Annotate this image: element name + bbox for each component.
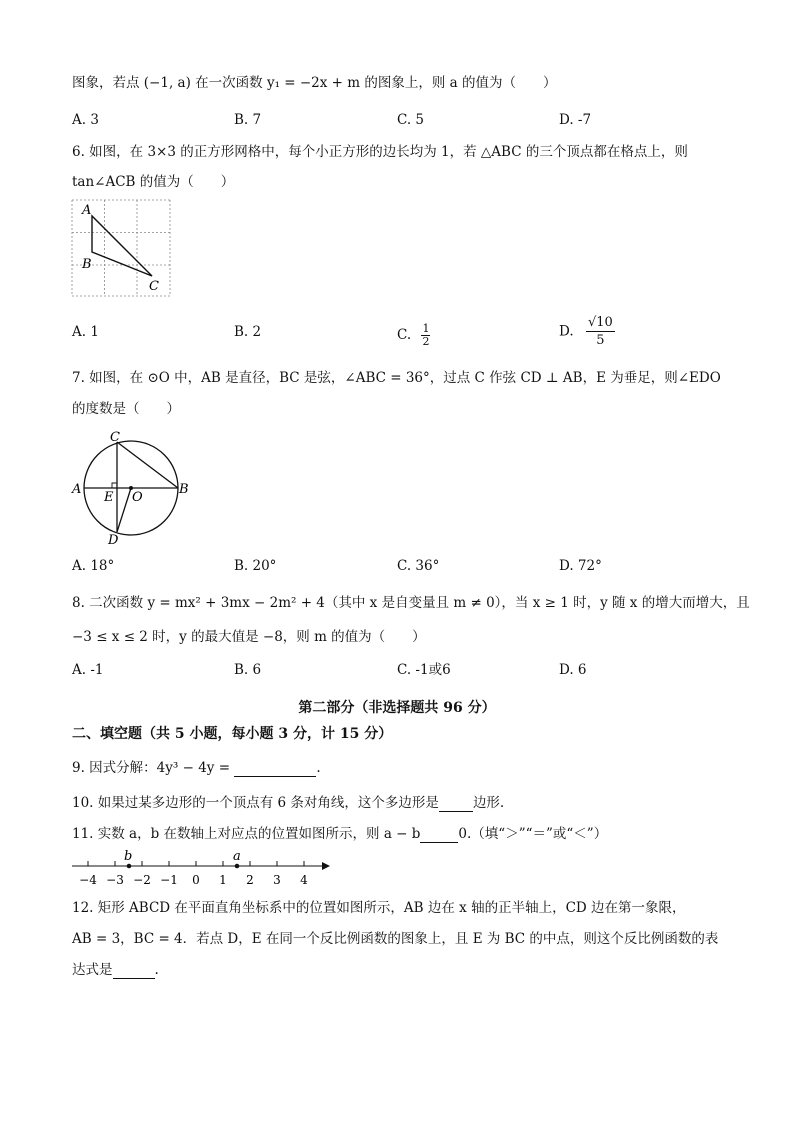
q11-label-a: a [233,849,241,864]
q10-prompt: 10. 如果过某多边形的一个顶点有 6 条对角线，这个多边形是 [72,795,439,811]
q6-grid-figure [66,196,176,300]
q11-tick-label: −4 [79,873,97,887]
q11-tick-label: 4 [300,873,308,887]
q7-option-a[interactable]: A. 18° [72,558,115,574]
q11-axis-arrow [322,862,330,870]
q6-option-a[interactable]: A. 1 [72,324,99,340]
section-fill-in-title: 二、填空题（共 5 小题，每小题 3 分，计 15 分） [72,726,393,742]
q7-text-line2: 的度数是（ ） [72,401,180,417]
q7-option-d[interactable]: D. 72° [559,558,602,574]
q6-text-line2: tan∠ACB 的值为（ ） [72,174,235,190]
q11-tick-label: 2 [246,873,254,887]
q6-option-d-denominator: 5 [596,333,605,348]
q7-circle-figure [70,426,194,546]
q12-text-line1: 12. 矩形 ABCD 在平面直角坐标系中的位置如图所示，AB 边在 x 轴的正半轴上，CD 边在第一象限， [72,900,686,916]
q10-answer-blank[interactable] [439,797,473,812]
q8-option-c[interactable]: C. -1或6 [397,662,451,678]
q8-text-line2: −3 ≤ x ≤ 2 时，y 的最大值是 −8，则 m 的值为（ ） [72,629,426,645]
q8-option-a[interactable]: A. -1 [72,662,104,678]
q5-text: 图象，若点 (−1, a) 在一次函数 y₁ = −2x + m 的图象上，则 a 的值为（ ） [72,75,557,91]
q11-tick-label: −1 [160,873,178,887]
q7-option-c[interactable]: C. 36° [397,558,440,574]
q7-label-b: B [179,482,189,497]
q12-text-line2: AB = 3，BC = 4．若点 D，E 在同一个反比例函数的图象上，且 E 为 BC 的中点，则这个反比例函数的表 [72,931,719,947]
q10-tail: 边形. [472,795,505,811]
q11-point-a [235,864,240,869]
q8-text-line1: 8. 二次函数 y = mx² + 3mx − 2m² + 4（其中 x 是自变量且 m ≠ 0），当 x ≥ 1 时，y 随 x 的增大而增大，且 [72,595,750,611]
q11-tick-label: −2 [133,873,151,887]
q11-label-b: b [124,849,133,864]
q11-answer-blank[interactable] [420,828,458,843]
q9-prompt: 9. 因式分解：4y³ − 4y = [72,760,231,776]
q6-option-c-numerator: 1 [422,322,430,335]
q8-option-d[interactable]: D. 6 [559,662,587,678]
q6-option-d-numerator: √10 [587,315,613,330]
q11-tick-label: −3 [106,873,124,887]
q6-option-c-fraction [421,323,430,348]
q7-chord-bc [117,442,178,488]
q6-text-line1: 6. 如图，在 3×3 的正方形网格中，每个小正方形的边长均为 1，若 △ABC 的三个顶点都在格点上，则 [72,144,688,160]
q6-option-c-label: C. [397,327,412,343]
q7-label-c: C [110,430,120,445]
q7-label-e: E [104,490,114,505]
q7-segment-do [117,488,131,532]
q11-number-line [70,848,334,890]
q7-right-angle-mark [112,483,117,488]
q11-tail: 0.（填“＞”“＝”或“＜”） [458,826,608,842]
q6-triangle [92,216,152,276]
q5-option-d[interactable]: D. -7 [559,112,592,128]
q12-text-line3 [72,961,159,979]
q5-option-c[interactable]: C. 5 [397,112,425,128]
q6-option-d[interactable] [559,314,615,349]
q11-tick-label: 1 [219,873,227,887]
part2-title: 第二部分（非选择题共 96 分） [298,700,496,716]
q6-label-c: C [149,279,159,294]
q6-option-d-label: D. [559,323,574,340]
q9-period: . [316,760,321,776]
q6-option-c-denominator: 2 [422,335,430,348]
q11-text [72,825,607,843]
q7-label-o: O [132,490,143,505]
q5-option-a[interactable]: A. 3 [72,112,99,128]
q6-option-d-fraction [586,314,615,349]
q10-text [72,794,504,812]
q12-prompt: 达式是 [72,962,113,978]
q9-text [72,759,321,777]
q7-option-b[interactable]: B. 20° [234,558,277,574]
q12-period: . [154,962,159,978]
q6-option-c[interactable] [397,323,430,348]
q7-label-d: D [108,533,119,546]
q6-label-b: B [82,257,92,272]
q11-prompt: 11. 实数 a，b 在数轴上对应点的位置如图所示，则 a − b [72,826,421,842]
q11-tick-label: 3 [273,873,281,887]
q12-answer-blank[interactable] [113,964,155,979]
q7-label-a: A [72,482,82,497]
q6-option-b[interactable]: B. 2 [234,324,262,340]
q7-text-line1: 7. 如图，在 ⊙O 中，AB 是直径，BC 是弦，∠ABC = 36°，过点 C 作弦 CD ⊥ AB，E 为垂足，则∠EDO [72,370,721,386]
q11-point-b [127,864,132,869]
q5-option-b[interactable]: B. 7 [234,112,262,128]
q9-answer-blank[interactable] [234,762,316,777]
q11-tick-label: 0 [192,873,200,887]
q6-label-a: A [82,203,92,218]
q8-option-b[interactable]: B. 6 [234,662,262,678]
